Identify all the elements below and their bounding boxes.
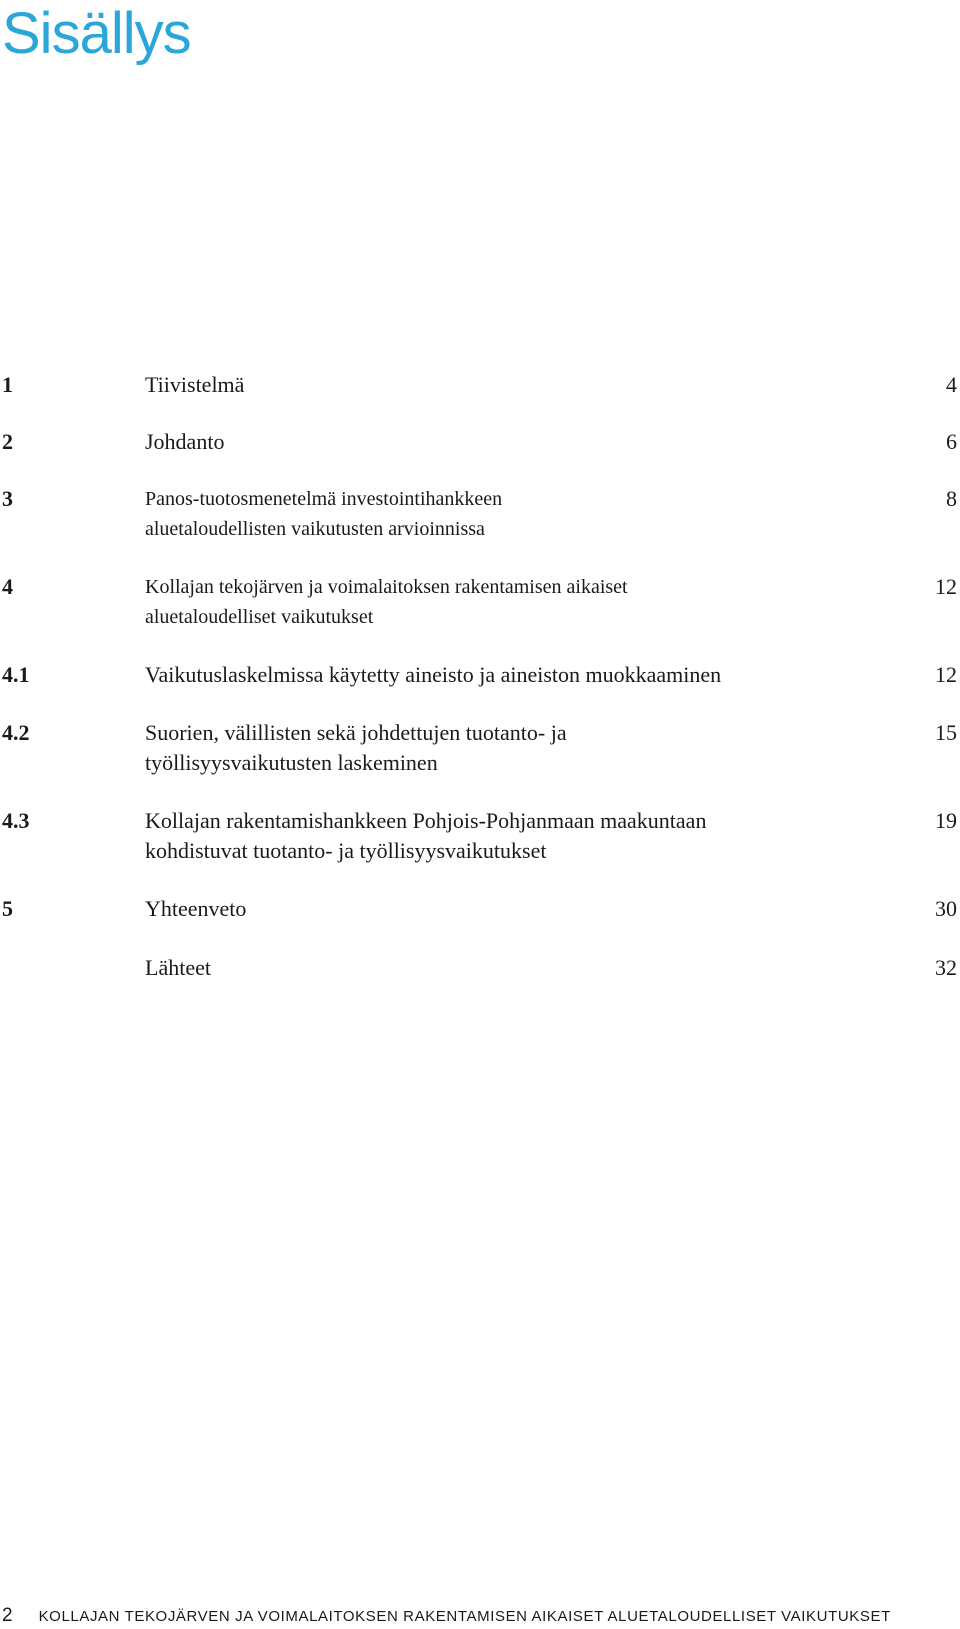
toc-entry-title: Lähteet [145, 955, 211, 980]
toc-entry-number: 3 [2, 486, 13, 511]
toc-entry-page: 30 [935, 896, 957, 921]
footer-page-number: 2 [2, 1605, 13, 1626]
toc-entry-page: 12 [935, 662, 957, 687]
page-footer [2, 1605, 891, 1627]
toc-entry-page: 8 [946, 486, 957, 511]
toc-entry-title: Kollajan tekojärven ja voimalaitoksen rakentamisen aikaiset aluetaloudelliset vaikutukset [145, 576, 628, 628]
toc-entry-number: 4.3 [2, 808, 30, 833]
toc-entry-page: 4 [946, 372, 957, 397]
toc-entry-title: Vaikutuslaskelmissa käytetty aineisto ja aineiston muokkaaminen [145, 662, 722, 687]
toc-entry-number: 4 [2, 574, 13, 599]
toc-entry-title: Panos-tuotosmenetelmä investointihankkeen aluetaloudellisten vaikutusten arvioinnissa [145, 488, 503, 540]
toc-entry-title: Tiivistelmä [145, 372, 245, 397]
footer-running-title: KOLLAJAN TEKOJÄRVEN JA VOIMALAITOKSEN RAKENTAMISEN AIKAISET ALUETALOUDELLISET VAIKUTUKSET [38, 1608, 891, 1625]
toc-entry-page: 15 [935, 720, 957, 745]
toc-entry-number: 4.2 [2, 720, 30, 745]
toc-entry-number: 2 [2, 429, 13, 454]
page-title: Sisällys [2, 1, 191, 66]
toc-entry-title: Kollajan rakentamishankkeen Pohjois-Pohjanmaan maakuntaan kohdistuvat tuotanto- ja työllisyysvaikutukset [145, 808, 707, 863]
toc-entry-page: 32 [935, 955, 957, 980]
toc-entry-page: 6 [946, 429, 957, 454]
toc-entry-title: Suorien, välillisten sekä johdettujen tuotanto- ja työllisyysvaikutusten laskeminen [145, 720, 567, 775]
toc-entry-title: Yhteenveto [145, 896, 247, 921]
toc-entry-number: 5 [2, 896, 13, 921]
toc-entry-number: 4.1 [2, 662, 30, 687]
toc-entry-page: 19 [935, 808, 957, 833]
toc-entry-number: 1 [2, 372, 13, 397]
toc-entry-page: 12 [935, 574, 957, 599]
toc-entry-title: Johdanto [145, 429, 225, 454]
